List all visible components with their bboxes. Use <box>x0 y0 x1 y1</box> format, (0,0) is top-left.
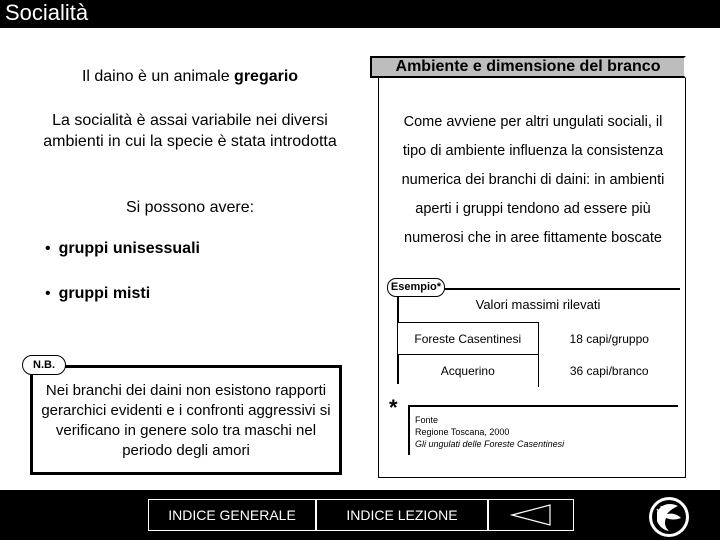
place-cell: Foreste Casentinesi <box>398 323 538 355</box>
right-panel-header: Ambiente e dimensione del branco <box>370 56 686 78</box>
value-cell: 36 capi/branco <box>569 363 649 378</box>
esempio-tab: Esempio* <box>387 278 445 297</box>
text-line: aperti i gruppi tendono ad essere più <box>415 201 651 217</box>
intro-plain: Il daino è un animale <box>81 68 235 85</box>
text-line: numerica dei branchi di daini: in ambienti <box>401 172 665 188</box>
title-bar <box>0 0 720 28</box>
intro-bold: gregario <box>234 68 299 85</box>
fonte-source: Regione Toscana, 2000 <box>415 427 510 437</box>
back-triangle-icon <box>510 504 552 526</box>
esempio-table <box>398 322 680 387</box>
bullet-item <box>45 285 150 303</box>
possono-text: Si possono avere: <box>125 199 255 216</box>
table-row <box>398 355 680 387</box>
nb-text: Nei branchi dei daini non esistono rapporti gerarchici evidenti e i confronti aggressivi si verificano in genere solo tra maschi nel periodo degli amori <box>41 382 331 459</box>
indice-lezione-button[interactable]: INDICE LEZIONE <box>316 499 488 531</box>
bullet-label: gruppi unisessuali <box>58 240 200 257</box>
text-line: tipo di ambiente influenza la consistenza <box>402 143 664 159</box>
bullet-dot: • <box>45 240 51 257</box>
deer-logo-icon[interactable] <box>648 496 690 538</box>
nb-tab: N.B. <box>22 355 66 375</box>
asterisk-mark: * <box>389 395 398 420</box>
indice-generale-button[interactable]: INDICE GENERALE <box>148 499 316 531</box>
back-button[interactable] <box>488 499 574 531</box>
place-cell: Acquerino <box>398 355 538 387</box>
fonte-text <box>415 414 564 450</box>
bullet-item <box>45 240 200 258</box>
value-cell: 18 capi/gruppo <box>569 331 649 346</box>
intro-text <box>30 66 350 87</box>
table-row <box>398 323 680 355</box>
variability-text: La socialità è assai variabile nei diversi ambienti in cui la specie è stata introdotta <box>43 112 337 150</box>
bullet-label: gruppi misti <box>58 285 151 302</box>
right-panel-text <box>385 108 681 253</box>
text-line: Come avviene per altri ungulati sociali, il <box>403 114 663 130</box>
fonte-work: Gli ungulati delle Foreste Casentinesi <box>415 439 565 449</box>
esempio-title: Valori massimi rilevati <box>475 297 601 312</box>
slide-title: Socialità <box>5 0 89 25</box>
fonte-label: Fonte <box>415 415 439 425</box>
bullet-dot: • <box>45 285 51 302</box>
text-line: numerosi che in aree fittamente boscate <box>404 230 662 246</box>
